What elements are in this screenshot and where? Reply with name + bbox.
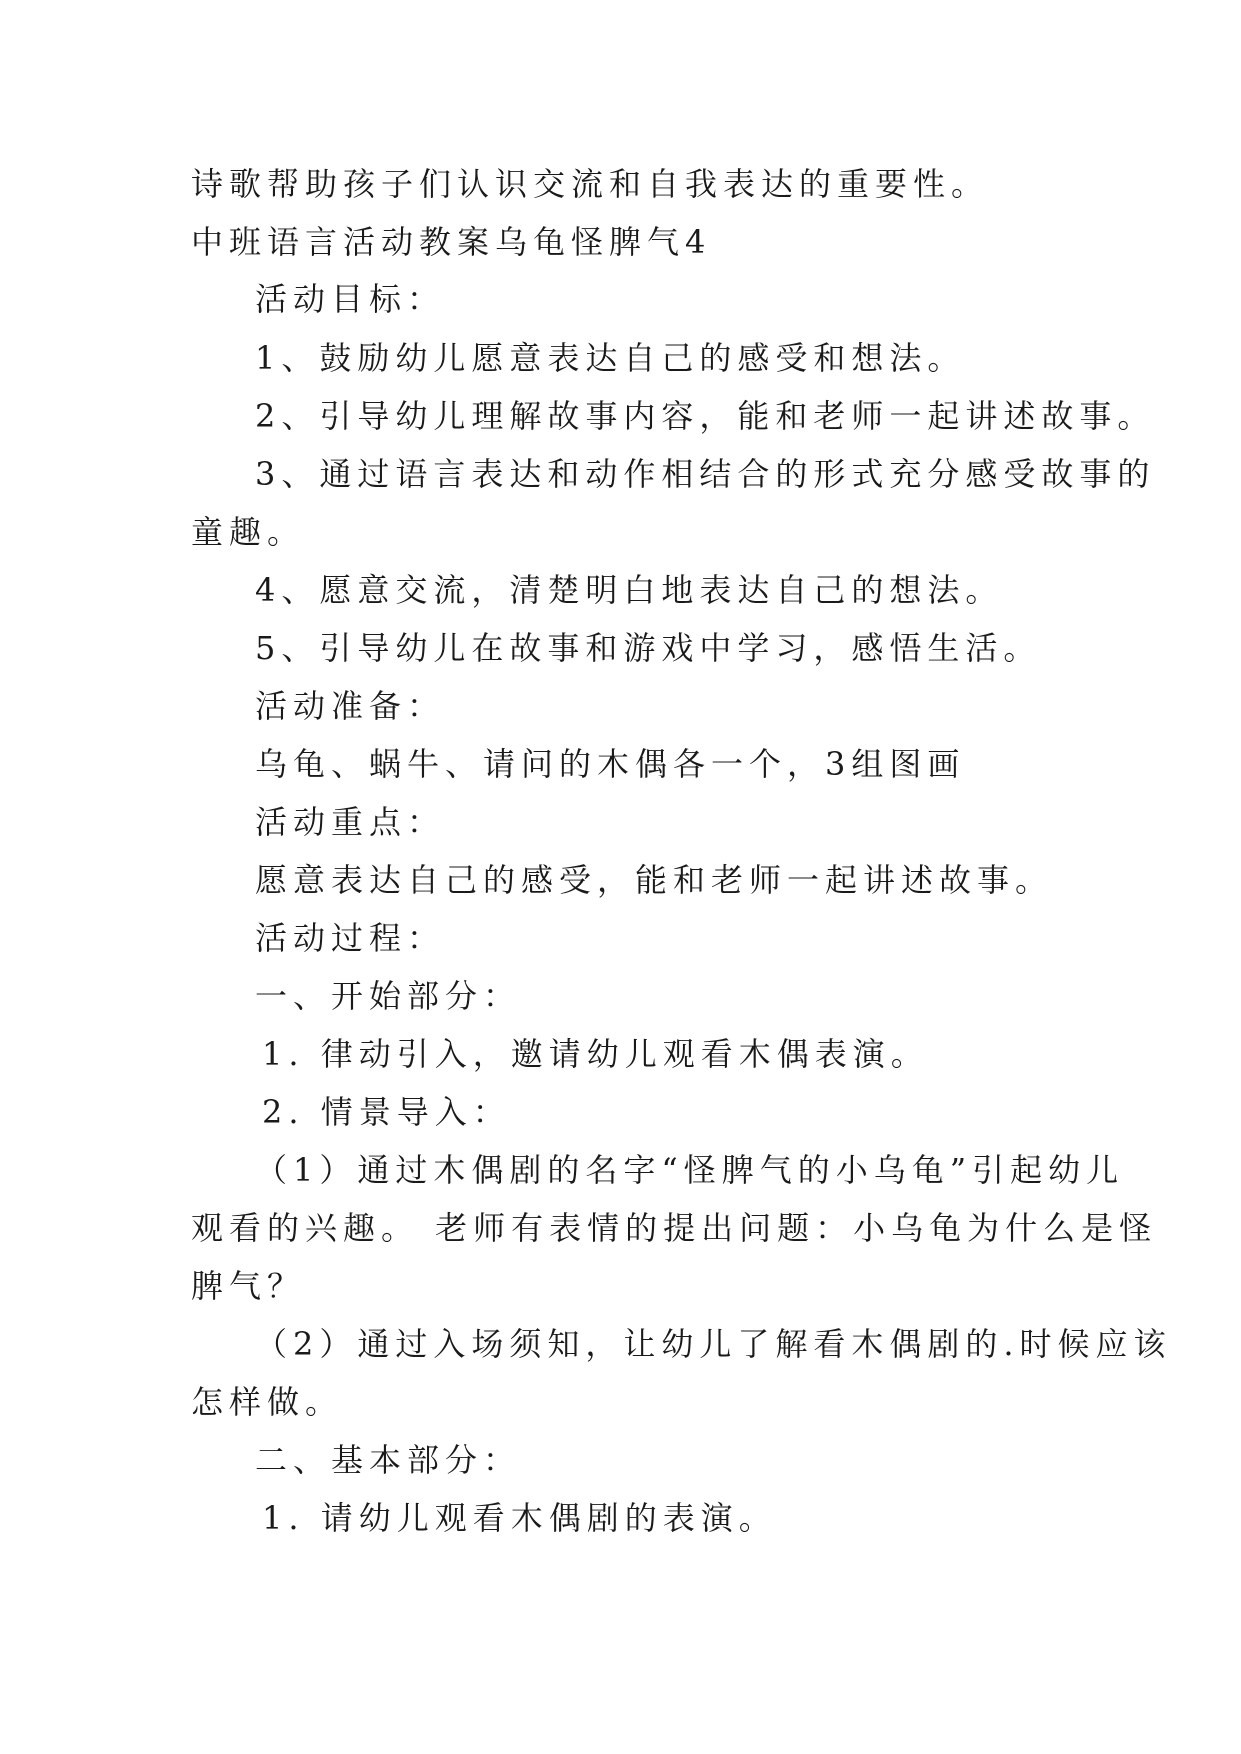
list-item: 2、引导幼儿理解故事内容，能和老师一起讲述故事。 bbox=[255, 397, 1156, 435]
heading-key-points: 活动重点： bbox=[255, 803, 446, 841]
list-item: 4、愿意交流，清楚明白地表达自己的想法。 bbox=[255, 571, 1004, 609]
paragraph-line: 怎样做。 bbox=[191, 1383, 344, 1421]
list-item: 3、通过语言表达和动作相结合的形式充分感受故事的 bbox=[255, 455, 1156, 493]
heading-goals: 活动目标： bbox=[255, 280, 446, 318]
list-item: 5、引导幼儿在故事和游戏中学习，感悟生活。 bbox=[255, 629, 1042, 667]
subheading: 二、基本部分： bbox=[255, 1441, 522, 1479]
paragraph-line: 观看的兴趣。 老师有表情的提出问题：小乌龟为什么是怪 bbox=[191, 1209, 1158, 1247]
list-item: 1、鼓励幼儿愿意表达自己的感受和想法。 bbox=[255, 339, 966, 377]
paragraph-line: 诗歌帮助孩子们认识交流和自我表达的重要性。 bbox=[191, 165, 990, 203]
list-item: 1. 律动引入，邀请幼儿观看木偶表演。 bbox=[262, 1035, 929, 1073]
heading-preparation: 活动准备： bbox=[255, 687, 446, 725]
paragraph-line: 乌龟、蜗牛、请问的木偶各一个，3组图画 bbox=[255, 745, 966, 783]
heading-process: 活动过程： bbox=[255, 919, 446, 957]
paragraph-line: 愿意表达自己的感受，能和老师一起讲述故事。 bbox=[255, 861, 1054, 899]
list-item: 2. 情景导入： bbox=[262, 1093, 511, 1131]
section-title: 中班语言活动教案乌龟怪脾气4 bbox=[191, 223, 712, 261]
list-item: 1. 请幼儿观看木偶剧的表演。 bbox=[262, 1499, 777, 1537]
paragraph-line: （2）通过入场须知，让幼儿了解看木偶剧的.时候应该 bbox=[255, 1325, 1172, 1363]
list-item-continuation: 童趣。 bbox=[191, 513, 306, 551]
paragraph-line: （1）通过木偶剧的名字“怪脾气的小乌龟”引起幼儿 bbox=[255, 1151, 1125, 1189]
paragraph-line: 脾气？ bbox=[191, 1267, 306, 1305]
subheading: 一、开始部分： bbox=[255, 977, 522, 1015]
